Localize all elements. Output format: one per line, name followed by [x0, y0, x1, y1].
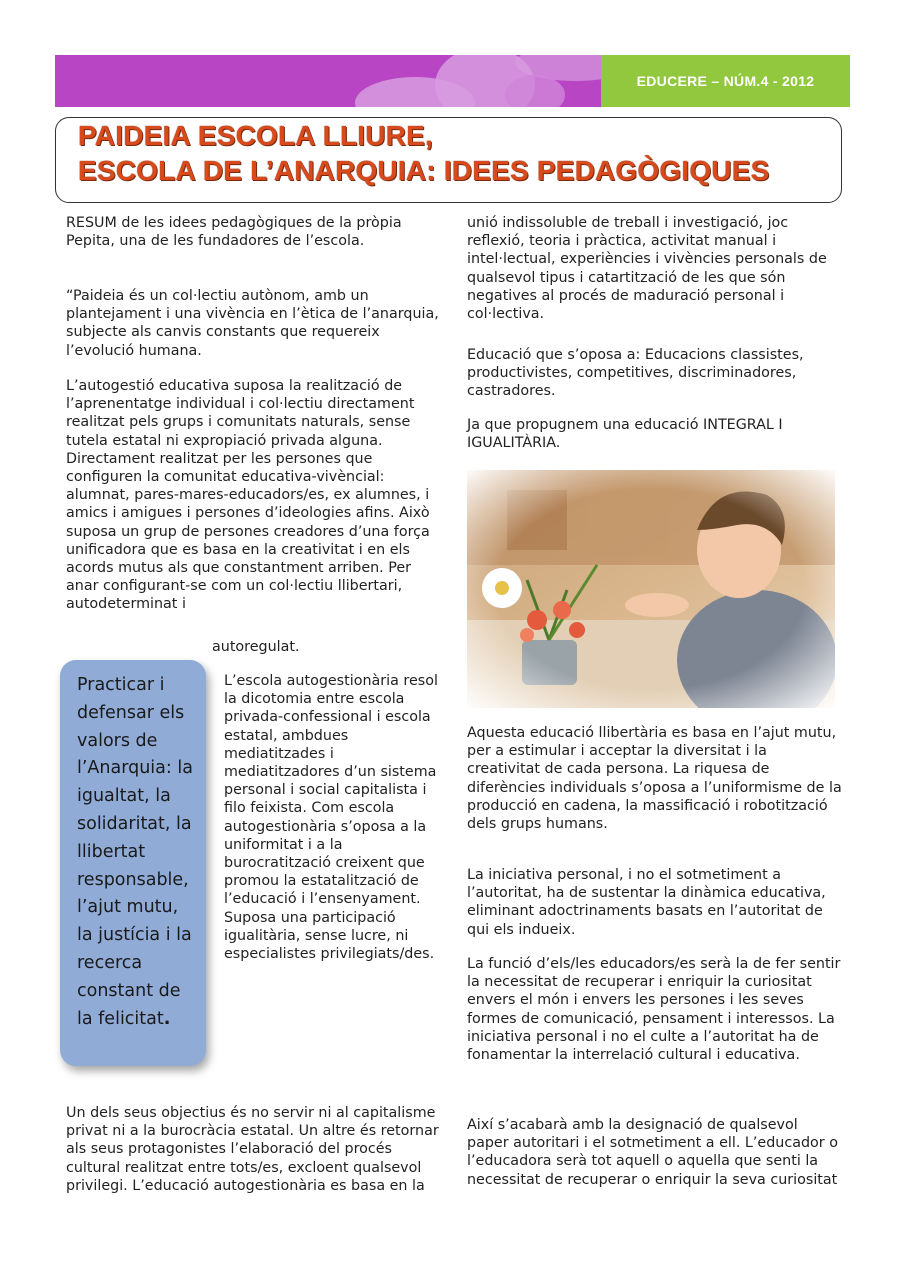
left-paragraph-3: L’autogestió educativa suposa la realització de l’aprenentatge individual i col·lectiu directament realitzat pels grups i comunitats naturals, sense tutela estatal ni expropiació privada alguna. Directament realitzat per les persones que configuren la comunitat educativa-vivèncial: alumnat, pares-mares-educadors/es, ex alumnes, i amics i amigues i persones d’ideologies afins. Això suposa un grup de persones creadores d’una força unificadora que es basa en la creativitat i en els acords mutus als que constantment arriben. Per anar configurant-se com un col·lectiu llibertari, autodeterminat i: [66, 378, 430, 613]
issue-label: EDUCERE – NÚM.4 - 2012: [636, 73, 815, 89]
header-banner: [55, 55, 850, 107]
butterfly-decoration: [345, 55, 601, 107]
quote-body: Practicar i defensar els valors de l’Anarquia: la igualtat, la solidaritat, la llibertat responsable, l’ajut mutu, la justícia i la recerca constant de la felicitat: [77, 675, 193, 1029]
photo-illustration: [467, 470, 835, 708]
right-paragraph-7: Així s’acabarà amb la designació de qualsevol paper autoritari i el sotmetiment a ell. L’educador o l’educadora serà tot aquell o aquella que senti la necessitat de recuperar o enriquir la seva curiositat: [467, 1117, 838, 1188]
left-paragraph-3-end: autoregulat.: [212, 639, 300, 655]
quote-box: [60, 660, 206, 1066]
right-paragraph-6: La funció d’els/les educadors/es serà la de fer sentir la necessitat de recuperar i enriquir la curiositat envers el món i envers les persones i les seves formes de comunicació, pensament i interessos. La iniciativa personal i no el culte a l’autoritat ha de fonamentar la interrelació cultural i educativa.: [467, 956, 841, 1064]
right-paragraph-5: La iniciativa personal, i no el sotmetiment a l’autoritat, ha de sustentar la dinàmica educativa, eliminant adoctrinaments basats en l’autoritat de qui els indueix.: [467, 867, 826, 938]
right-paragraph-2: Educació que s’oposa a: Educacions classistes, productivistes, competitives, discriminadores, castradores.: [467, 347, 804, 400]
right-paragraph-4: Aquesta educació llibertària es basa en l’ajut mutu, per a estimular i acceptar la diversitat i la creativitat de cada persona. La riquesa de diferències individuals s’oposa a l’uniformisme de la producció en cadena, la massificació i robotització dels grups humans.: [467, 725, 842, 833]
left-paragraph-4: Un dels seus objectius és no servir ni al capitalisme privat ni a la burocràcia estatal. Un altre és retornar als seus protagonistes l’elaboració del procés cultural realitzat entre tots/es, excloent qualsevol privilegi. L’educació autogestionària es basa en la: [66, 1105, 439, 1194]
left-paragraph-1: RESUM de les idees pedagògiques de la pròpia Pepita, una de les fundadores de l’escola.: [66, 215, 402, 250]
quote-text: [77, 672, 195, 1033]
page-title-line-1: PAIDEIA ESCOLA LLIURE,: [78, 120, 433, 151]
title-box: [55, 117, 842, 203]
inset-paragraph: L’escola autogestionària resol la dicotomia entre escola privada-confessional i escola estatal, ambdues mediatitzades i mediatitzadores d’un sistema personal i social capitalista i filo feixista. Com escola autogestionària s’oposa a la uniformitat i a la burocratització creixent que promou la estatalització de l’educació i l’ensenyament. Suposa una participació igualitària, sense lucre, ni especialistes privilegiats/des.: [224, 673, 438, 963]
left-paragraph-2: “Paideia és un col·lectiu autònom, amb un plantejament i una vivència en l’ètica de l’anarquia, subjecte als canvis constants que requereix l’evolució humana.: [66, 288, 439, 359]
page-title-line-2: ESCOLA DE L’ANARQUIA: IDEES PEDAGÒGIQUES: [78, 155, 770, 186]
child-with-flowers-photo: [467, 470, 835, 708]
quote-end: .: [163, 1008, 171, 1029]
banner-green-band: [601, 55, 850, 107]
banner-purple-band: [55, 55, 601, 107]
right-paragraph-3: Ja que propugnem una educació INTEGRAL I IGUALITÀRIA.: [467, 417, 783, 452]
right-paragraph-1: unió indissoluble de treball i investigació, joc reflexió, teoria i pràctica, activitat manual i intel·lectual, experiències i vivències personals de qualsevol tipus i catartització de les que són negatives al procés de maduració personal i col·lectiva.: [467, 215, 827, 323]
